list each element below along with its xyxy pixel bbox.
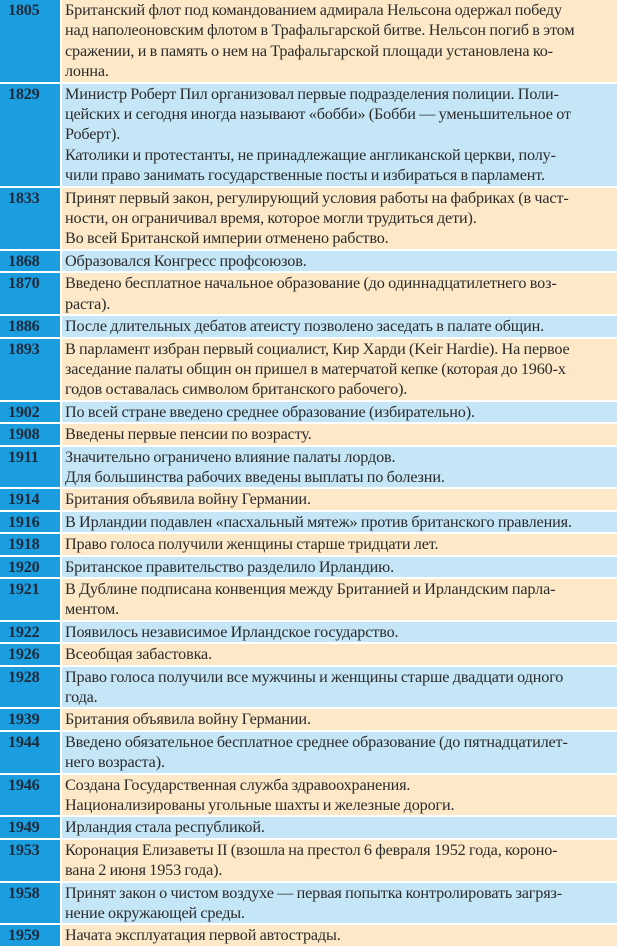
event-description-cell <box>62 84 617 186</box>
year-cell: 1928 <box>0 667 60 708</box>
event-text-line: цейских и сегодня иногда называют «бобби» (Бобби — уменьшительное от <box>65 105 571 124</box>
timeline-row <box>0 883 617 924</box>
event-description-cell <box>62 557 617 577</box>
timeline-row <box>0 840 617 881</box>
event-text-line: Министр Роберт Пил организовал первые подразделения полиции. Поли- <box>65 84 559 103</box>
event-description-cell <box>62 883 617 924</box>
year-cell: 1902 <box>0 402 60 422</box>
timeline-row <box>0 709 617 729</box>
event-text-line: Начата эксплуатация первой автострады. <box>65 926 341 945</box>
event-text-line: Католики и протестанты, не принадлежащие англиканской церкви, полу- <box>65 145 556 164</box>
timeline-row <box>0 775 617 816</box>
event-text-line: ментом. <box>65 600 119 619</box>
timeline-row <box>0 667 617 708</box>
event-description-cell <box>62 817 617 837</box>
event-description-cell <box>62 188 617 249</box>
event-description-cell <box>62 447 617 488</box>
event-text-line: Британское правительство разделило Ирландию. <box>65 557 395 576</box>
timeline-row <box>0 273 617 314</box>
year-cell: 1870 <box>0 273 60 314</box>
year-cell: 1833 <box>0 188 60 249</box>
timeline-row <box>0 644 617 664</box>
event-text-line: Право голоса получили все мужчины и женщины старше двадцати одного <box>65 667 564 686</box>
event-text-line: Образовался Конгресс профсоюзов. <box>65 251 307 270</box>
event-text-line: чили право занимать государственные посты и избираться в парламент. <box>65 166 545 185</box>
event-description-cell <box>62 732 617 773</box>
event-text-line: него возраста). <box>65 753 165 772</box>
timeline-row <box>0 339 617 400</box>
event-text-line: Создана Государственная служба здравоохранения. <box>65 775 411 794</box>
event-text-line: В Ирландии подавлен «пасхальный мятеж» против британского правления. <box>65 512 572 531</box>
year-cell: 1959 <box>0 925 60 945</box>
year-cell: 1949 <box>0 817 60 837</box>
timeline-row <box>0 316 617 336</box>
event-description-cell <box>62 424 617 444</box>
year-cell: 1893 <box>0 339 60 400</box>
event-description-cell <box>62 273 617 314</box>
year-cell: 1805 <box>0 0 60 82</box>
event-description-cell <box>62 534 617 554</box>
event-description-cell <box>62 667 617 708</box>
event-text-line: ности, он ограничивал время, которое могли трудиться дети). <box>65 209 477 228</box>
event-text-line: Британия объявила войну Германии. <box>65 710 311 729</box>
timeline-row <box>0 188 617 249</box>
event-text-line: Право голоса получили женщины старше тридцати лет. <box>65 535 439 554</box>
event-text-line: Коронация Елизаветы II (взошла на престол 6 февраля 1952 года, короно- <box>65 840 558 859</box>
timeline-row <box>0 557 617 577</box>
event-text-line: Принят закон о чистом воздухе — первая попытка контролировать загряз- <box>65 883 563 902</box>
timeline-row <box>0 579 617 620</box>
event-text-line: В Дублине подписана конвенция между Британией и Ирландским парла- <box>65 579 556 598</box>
year-cell: 1958 <box>0 883 60 924</box>
year-cell: 1920 <box>0 557 60 577</box>
year-cell: 1922 <box>0 622 60 642</box>
timeline-row <box>0 402 617 422</box>
event-text-line: над наполеоновским флотом в Трафальгарской битве. Нельсон погиб в этом <box>65 21 575 40</box>
event-text-line: Британский флот под командованием адмирала Нельсона одержал победу <box>65 1 562 19</box>
event-text-line: Для большинства рабочих введены выплаты по болезни. <box>65 467 445 486</box>
event-text-line: Введено бесплатное начальное образование (до одиннадцатилетнего воз- <box>65 274 557 293</box>
event-text-line: вана 2 июня 1953 года). <box>65 861 223 880</box>
event-description-cell <box>62 512 617 532</box>
event-text-line: Значительно ограничено влияние палаты лордов. <box>65 447 396 466</box>
event-description-cell <box>62 402 617 422</box>
event-description-cell <box>62 251 617 271</box>
timeline-row <box>0 0 617 82</box>
timeline-row <box>0 817 617 837</box>
timeline-row <box>0 424 617 444</box>
year-cell: 1946 <box>0 775 60 816</box>
event-text-line: годов оставалась символом британского рабочего). <box>65 380 408 399</box>
year-cell: 1868 <box>0 251 60 271</box>
year-cell: 1918 <box>0 534 60 554</box>
event-text-line: Британия объявила войну Германии. <box>65 490 311 509</box>
event-description-cell <box>62 709 617 729</box>
event-text-line: сражении, и в память о нем на Трафальгарской площади установлена ко- <box>65 41 553 60</box>
year-cell: 1886 <box>0 316 60 336</box>
event-text-line: Принят первый закон, регулирующий условия работы на фабриках (в част- <box>65 188 569 207</box>
year-cell: 1944 <box>0 732 60 773</box>
event-text-line: После длительных дебатов атеисту позволено заседать в палате общин. <box>65 317 545 336</box>
year-cell: 1914 <box>0 489 60 509</box>
event-description-cell <box>62 775 617 816</box>
timeline-row <box>0 512 617 532</box>
timeline-row <box>0 489 617 509</box>
event-description-cell <box>62 925 617 945</box>
timeline-row <box>0 447 617 488</box>
event-text-line: Ирландия стала республикой. <box>65 818 265 837</box>
event-text-line: раста). <box>65 294 111 313</box>
year-cell: 1953 <box>0 840 60 881</box>
year-cell: 1911 <box>0 447 60 488</box>
year-cell: 1916 <box>0 512 60 532</box>
event-description-cell <box>62 579 617 620</box>
year-cell: 1908 <box>0 424 60 444</box>
event-text-line: Во всей Британской империи отменено рабство. <box>65 229 389 248</box>
year-cell: 1939 <box>0 709 60 729</box>
event-text-line: Всеобщая забастовка. <box>65 645 212 664</box>
timeline-row <box>0 622 617 642</box>
timeline-row <box>0 251 617 271</box>
event-text-line: По всей стране введено среднее образование (избирательно). <box>65 402 475 421</box>
event-text-line: лонна. <box>65 62 109 81</box>
timeline-row <box>0 84 617 186</box>
event-text-line: Роберт). <box>65 125 121 144</box>
event-description-cell <box>62 644 617 664</box>
event-text-line: Появилось независимое Ирландское государство. <box>65 622 399 641</box>
event-description-cell <box>62 0 617 82</box>
event-text-line: Национализированы угольные шахты и железные дороги. <box>65 796 455 815</box>
year-cell: 1921 <box>0 579 60 620</box>
event-text-line: Введены первые пенсии по возрасту. <box>65 425 312 444</box>
event-text-line: В парламент избран первый социалист, Кир Харди (Keir Hardie). На первое <box>65 339 570 358</box>
event-text-line: нение окружающей среды. <box>65 904 245 923</box>
event-description-cell <box>62 316 617 336</box>
event-text-line: Введено обязательное бесплатное среднее образование (до пятнадцатилет- <box>65 732 568 751</box>
year-cell: 1926 <box>0 644 60 664</box>
event-description-cell <box>62 339 617 400</box>
event-description-cell <box>62 840 617 881</box>
timeline-row <box>0 534 617 554</box>
year-cell: 1829 <box>0 84 60 186</box>
event-text-line: года. <box>65 688 98 706</box>
timeline-row <box>0 925 617 945</box>
event-description-cell <box>62 622 617 642</box>
event-text-line: заседание палаты общин он пришел в матерчатой кепке (которая до 1960-х <box>65 359 566 378</box>
timeline-row <box>0 732 617 773</box>
event-description-cell <box>62 489 617 509</box>
